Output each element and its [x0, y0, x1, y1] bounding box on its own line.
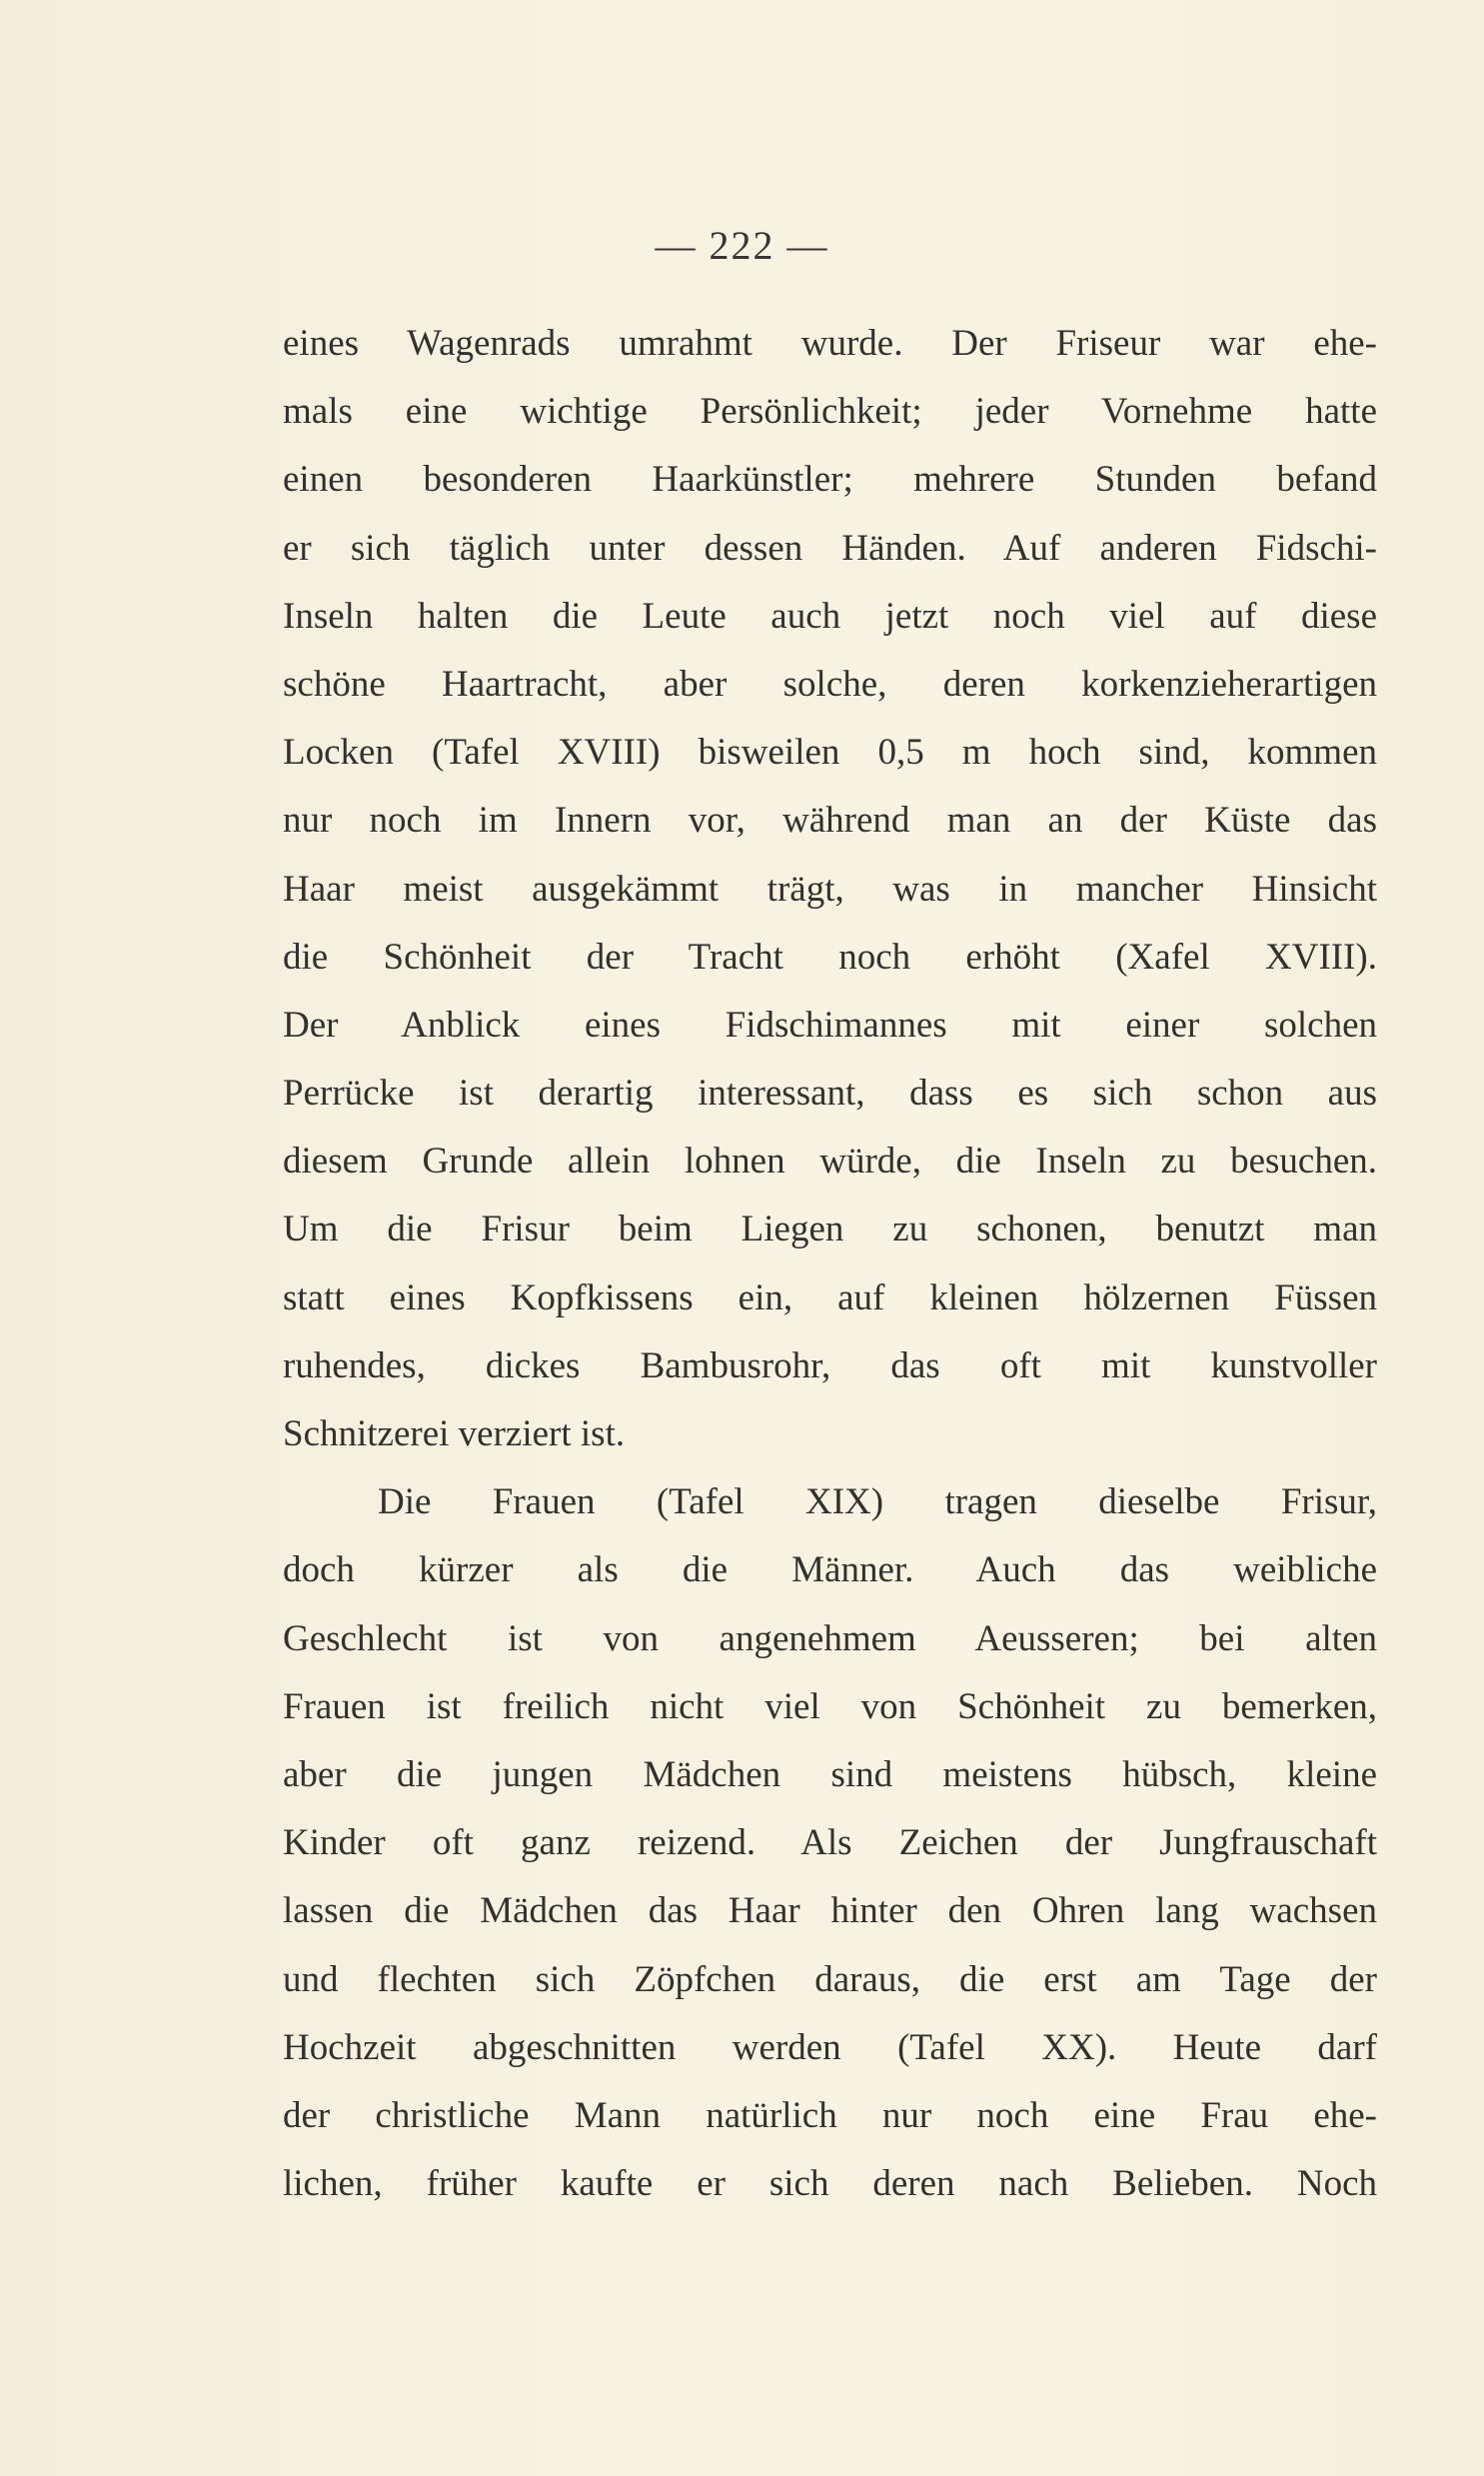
text-line: Inseln halten die Leute auch jetzt noch viel auf diese: [283, 595, 1377, 637]
text-line: Die Frauen (Tafel XIX) tragen dieselbe Frisur,: [378, 1481, 1377, 1523]
text-line: lichen, früher kaufte er sich deren nach Belieben. Noch: [283, 2163, 1377, 2205]
text-line: diesem Grunde allein lohnen würde, die Inseln zu besuchen.: [283, 1141, 1377, 1183]
text-line: Kinder oft ganz reizend. Als Zeichen der Jungfrauschaft: [283, 1822, 1377, 1864]
text-line: statt eines Kopfkissens ein, auf kleinen hölzernen Füssen: [283, 1276, 1377, 1318]
text-line: schöne Haartracht, aber solche, deren korkenzieherartigen: [283, 663, 1377, 705]
text-line: die Schönheit der Tracht noch erhöht (Xafel XVIII).: [283, 936, 1377, 978]
text-line: Haar meist ausgekämmt trägt, was in mancher Hinsicht: [283, 868, 1377, 910]
text-line: Um die Frisur beim Liegen zu schonen, benutzt man: [283, 1209, 1377, 1250]
text-line: aber die jungen Mädchen sind meistens hübsch, kleine: [283, 1753, 1377, 1795]
page-number: — 222 —: [655, 223, 829, 268]
body-text: [283, 310, 1377, 2218]
text-line: doch kürzer als die Männer. Auch das weibliche: [283, 1549, 1377, 1591]
text-line: lassen die Mädchen das Haar hinter den Ohren lang wachsen: [283, 1890, 1377, 1932]
text-line: Geschlecht ist von angenehmem Aeusseren; bei alten: [283, 1617, 1377, 1659]
text-line: Schnitzerei verziert ist.: [283, 1413, 626, 1454]
text-line: und flechten sich Zöpfchen daraus, die erst am Tage der: [283, 1958, 1377, 2000]
text-line: Hochzeit abgeschnitten werden (Tafel XX). Heute darf: [283, 2026, 1377, 2068]
text-line: Frauen ist freilich nicht viel von Schönheit zu bemerken,: [283, 1685, 1377, 1727]
text-line: mals eine wichtige Persönlichkeit; jeder Vornehme hatte: [283, 391, 1377, 433]
text-line: eines Wagenrads umrahmt wurde. Der Friseur war ehe-: [283, 323, 1377, 364]
text-line: Perrücke ist derartig interessant, dass es sich schon aus: [283, 1073, 1377, 1115]
text-line: einen besonderen Haarkünstler; mehrere Stunden befand: [283, 459, 1377, 501]
text-line: nur noch im Innern vor, während man an der Küste das: [283, 800, 1377, 842]
text-line: Locken (Tafel XVIII) bisweilen 0,5 m hoch sind, kommen: [283, 732, 1377, 774]
text-line: der christliche Mann natürlich nur noch eine Frau ehe-: [283, 2094, 1377, 2136]
text-line: er sich täglich unter dessen Händen. Auf anderen Fidschi-: [283, 527, 1377, 569]
text-line: ruhendes, dickes Bambusrohr, das oft mit kunstvoller: [283, 1344, 1377, 1386]
text-line: Der Anblick eines Fidschimannes mit einer solchen: [283, 1004, 1377, 1046]
